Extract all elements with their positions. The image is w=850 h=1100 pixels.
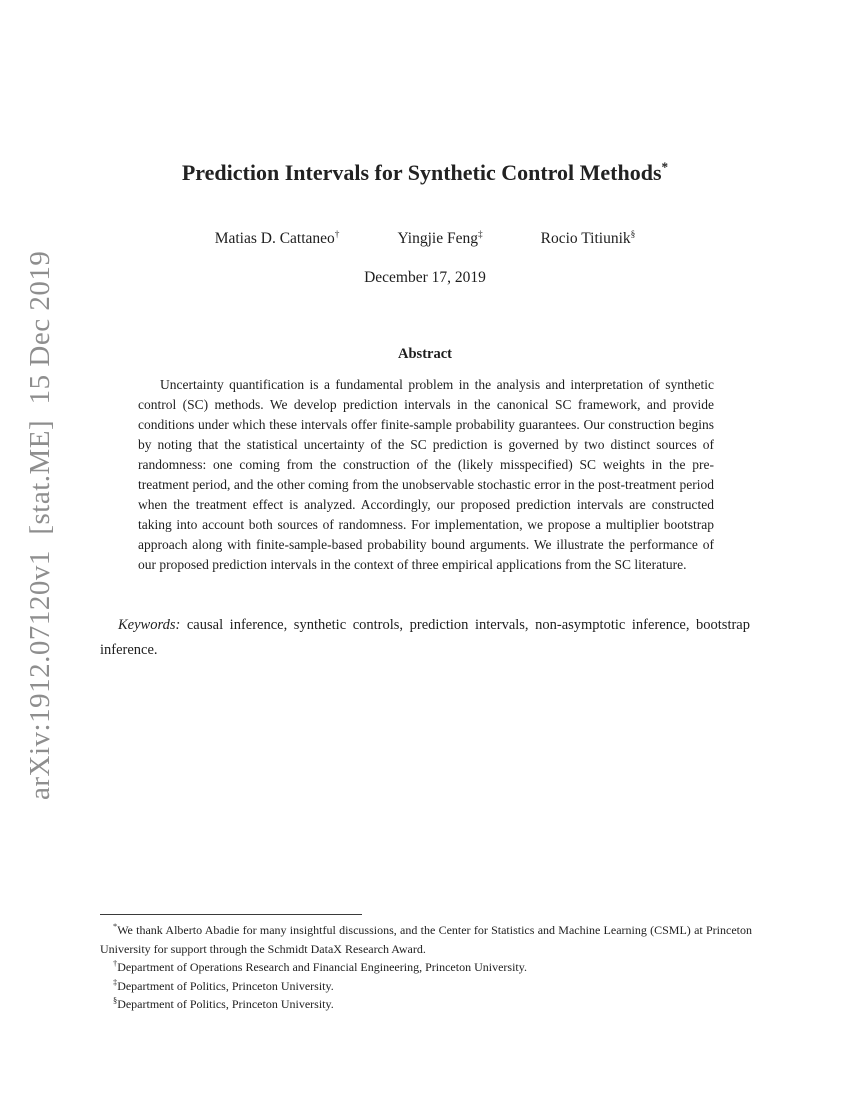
author-name: Rocio Titiunik bbox=[540, 230, 631, 247]
footnote-marker: † bbox=[113, 959, 118, 968]
footnote-affiliation-1 bbox=[100, 958, 752, 977]
arxiv-watermark: arXiv:1912.07120v1 [stat.ME] 15 Dec 2019 bbox=[24, 250, 56, 800]
paper-title bbox=[100, 160, 750, 186]
footnote-text: We thank Alberto Abadie for many insightful discussions, and the Center for Statistics and Machine Learning (CSML) at Princeton University for support through the Schmidt DataX Research Award. bbox=[100, 923, 752, 956]
title-footnote-marker: * bbox=[661, 159, 669, 175]
paper-title-text: Prediction Intervals for Synthetic Control Methods bbox=[181, 160, 662, 185]
abstract-heading: Abstract bbox=[398, 346, 452, 362]
keywords-line bbox=[100, 613, 750, 663]
footnote-marker: § bbox=[113, 996, 118, 1005]
footnote-rule bbox=[100, 914, 362, 915]
author-name: Yingjie Feng bbox=[397, 230, 478, 247]
paper-date: December 17, 2019 bbox=[364, 269, 486, 286]
author-cattaneo bbox=[215, 230, 340, 248]
footnote-marker: ‡ bbox=[113, 977, 118, 987]
author-titiunik bbox=[541, 230, 636, 248]
keywords-text: causal inference, synthetic controls, prediction intervals, non-asymptotic inference, bootstrap inference. bbox=[100, 617, 750, 658]
author-footnote-marker: ‡ bbox=[477, 229, 483, 240]
footnote-text: Department of Operations Research and Financial Engineering, Princeton University. bbox=[117, 960, 527, 974]
footnote-thanks bbox=[100, 921, 752, 958]
footnote-affiliation-3 bbox=[100, 995, 752, 1014]
footnote-text: Department of Politics, Princeton University. bbox=[117, 997, 334, 1011]
author-footnote-marker: § bbox=[630, 229, 636, 240]
author-list bbox=[100, 230, 750, 248]
footnote-affiliation-2 bbox=[100, 977, 752, 996]
author-name: Matias D. Cattaneo bbox=[214, 230, 335, 247]
footnote-marker: * bbox=[113, 922, 118, 931]
author-feng bbox=[397, 230, 482, 248]
author-footnote-marker: † bbox=[334, 229, 340, 240]
footnotes-block bbox=[100, 914, 752, 1014]
abstract-text: Uncertainty quantification is a fundamental problem in the analysis and interpretation of synthetic control (SC) methods. We develop prediction intervals in the canonical SC framework, and provide conditions under which these intervals offer finite-sample probability guarantees. Our construction begins by noting that the statistical uncertainty of the SC prediction is governed by two distinct sources of randomness: one coming from the construction of the (likely misspecified) SC weights in the pre-treatment period, and the other coming from the unobservable stochastic error in the post-treatment period when the treatment effect is analyzed. Accordingly, our proposed prediction intervals are constructed taking into account both sources of randomness. For implementation, we propose a multiplier bootstrap approach along with finite-sample-based probability bound arguments. We illustrate the performance of our proposed prediction intervals in the context of three empirical applications from the SC literature. bbox=[138, 377, 714, 572]
footnote-text: Department of Politics, Princeton University. bbox=[117, 978, 334, 993]
keywords-label: Keywords: bbox=[118, 617, 181, 633]
